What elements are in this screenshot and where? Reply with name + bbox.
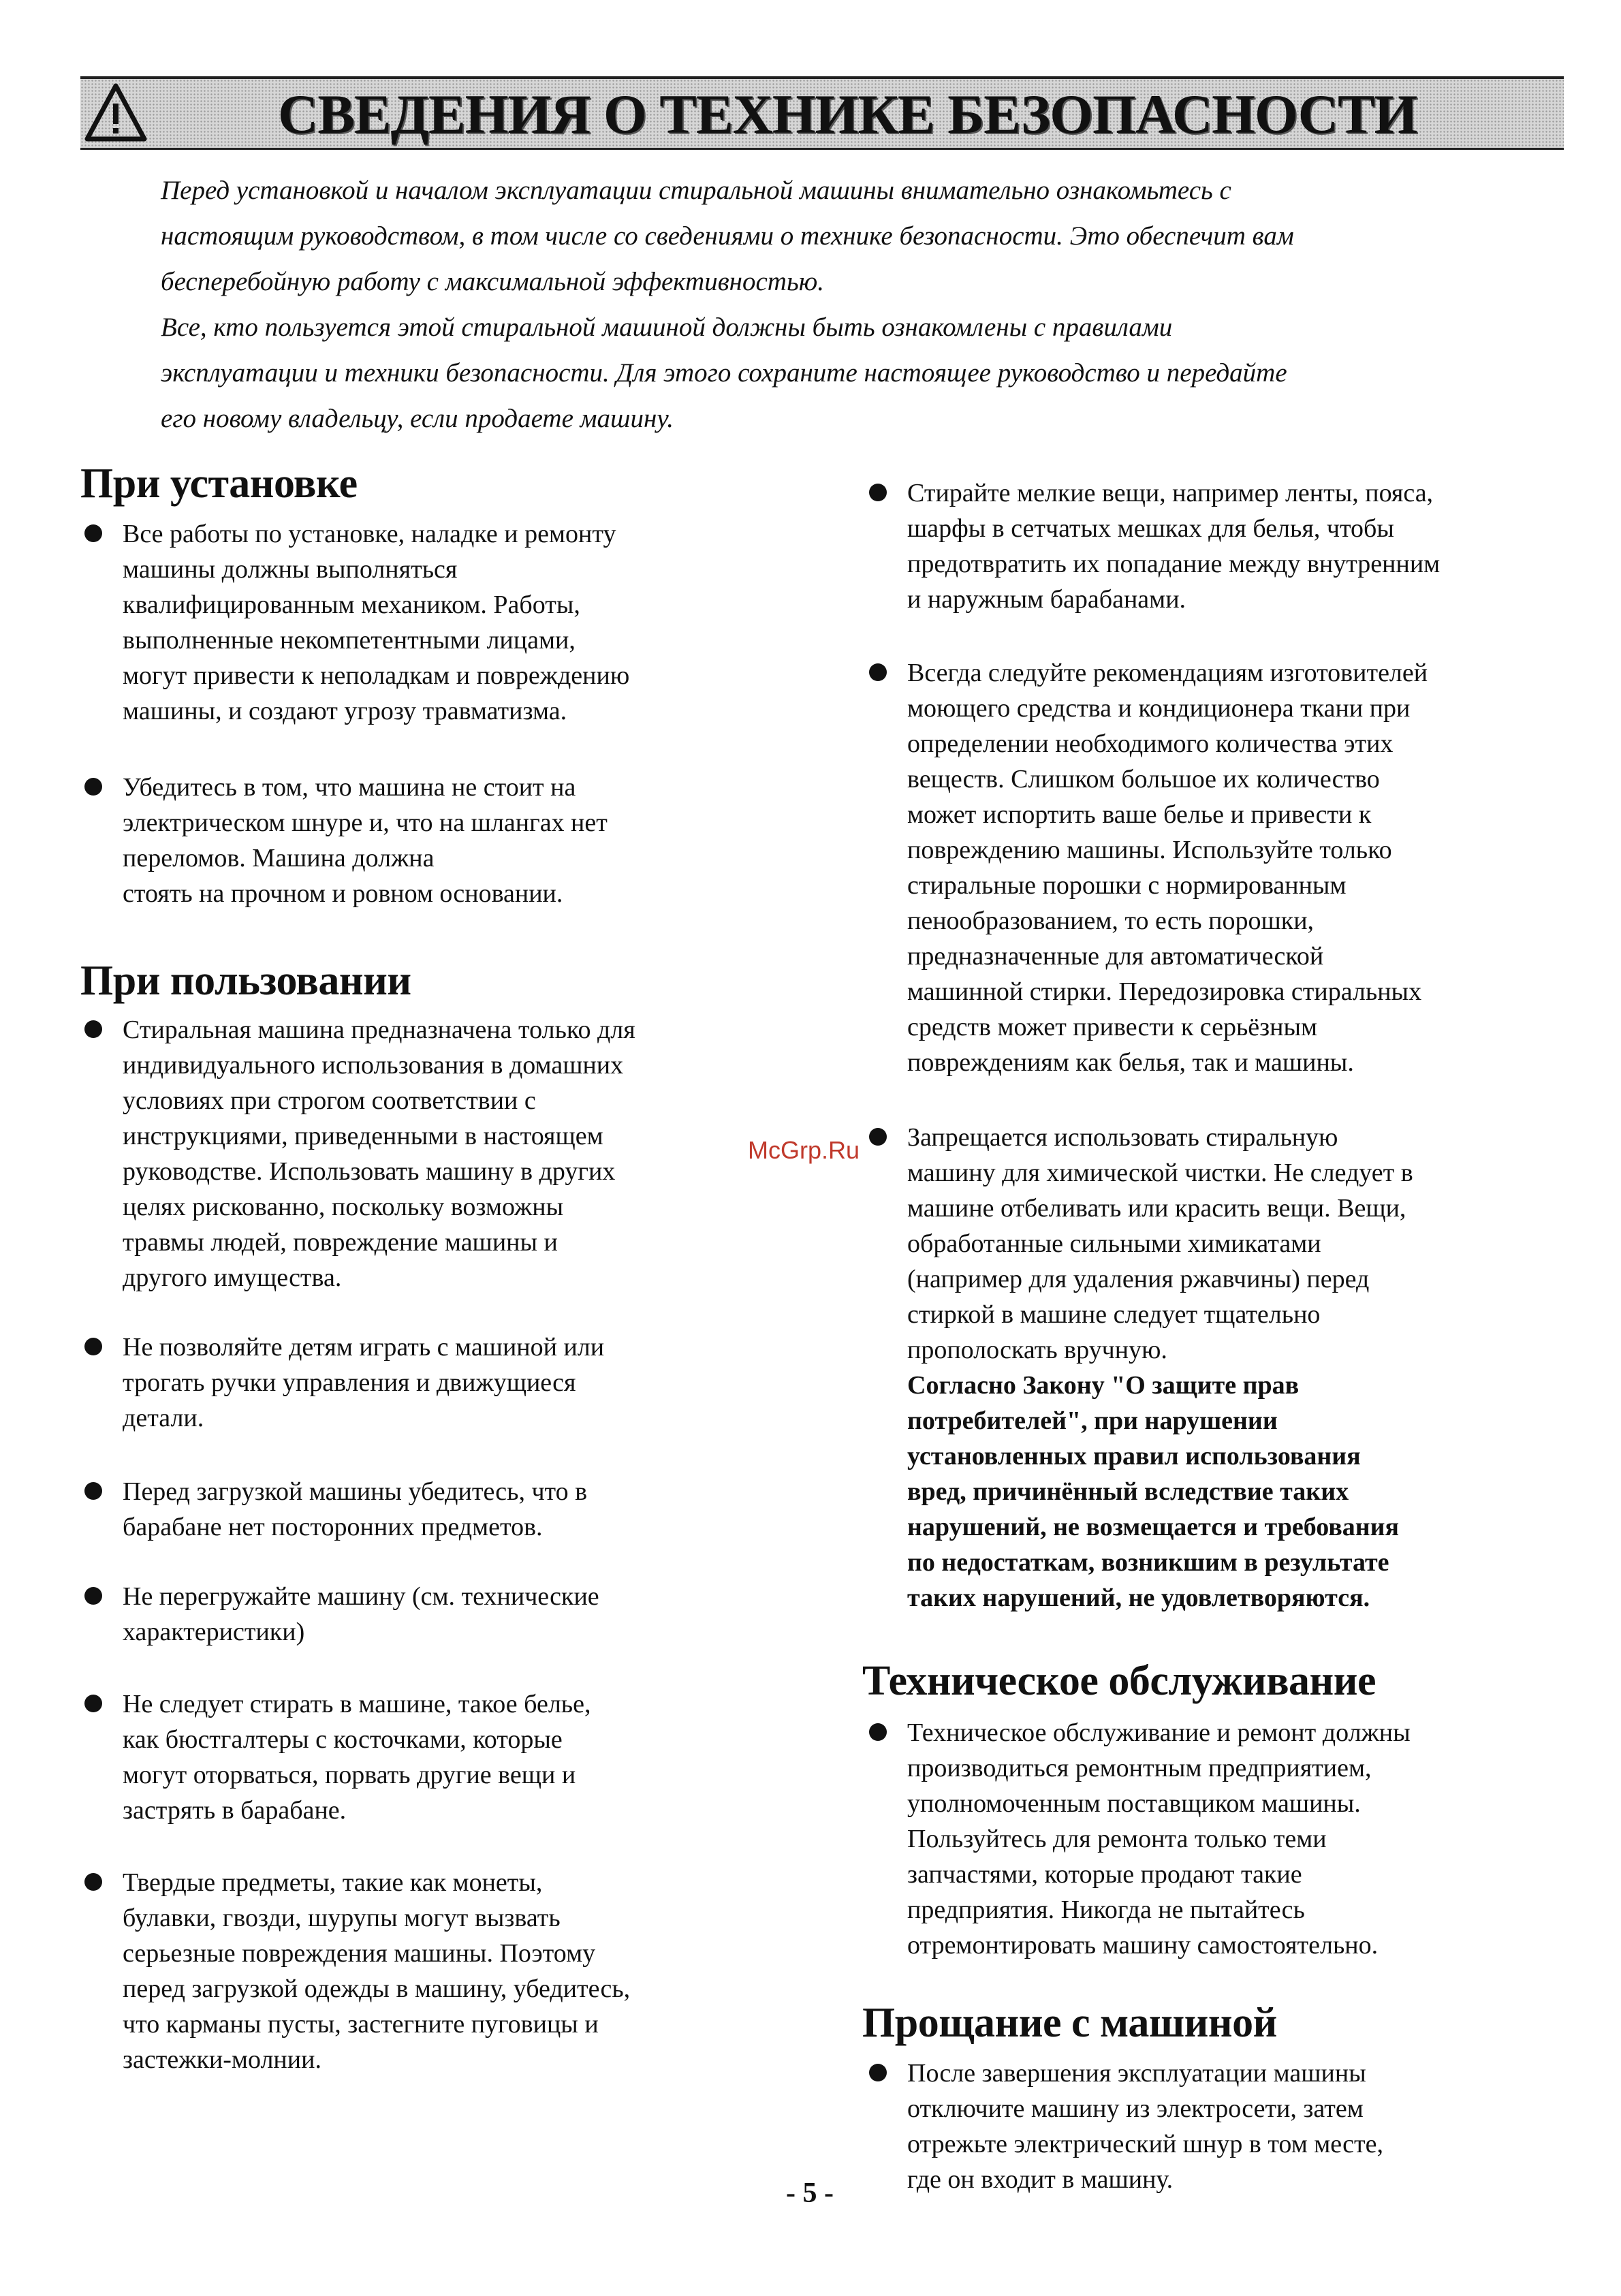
- item-line: руководстве. Использовать машину в других: [123, 1157, 616, 1186]
- item-line: уполномоченным поставщиком машины.: [907, 1789, 1361, 1818]
- list-item: [907, 655, 1428, 1080]
- note-line: вред, причинённый вследствие таких: [907, 1477, 1349, 1506]
- item-line: детали.: [123, 1404, 204, 1432]
- heading-maintenance: Техническое обслуживание: [862, 1658, 1376, 1704]
- item-line: застрять в барабане.: [123, 1796, 347, 1825]
- item-line: застежки-молнии.: [123, 2045, 321, 2074]
- list-item: [123, 1012, 635, 1295]
- item-line: стиркой в машине следует тщательно: [907, 1300, 1321, 1329]
- item-line: целях рискованно, поскольку возможны: [123, 1193, 564, 1221]
- item-line: машины должны выполняться: [123, 555, 458, 584]
- item-line: прополоскать вручную.: [907, 1336, 1167, 1364]
- intro-line: его новому владельцу, если продаете машину.: [161, 404, 674, 433]
- bullet-icon: [84, 524, 102, 542]
- list-item: [907, 2056, 1383, 2197]
- consumer-law-note: [907, 1368, 1399, 1616]
- item-line: перед загрузкой одежды в машину, убедитесь,: [123, 1975, 631, 2003]
- bullet-icon: [869, 663, 887, 681]
- item-line: запчастями, которые продают такие: [907, 1860, 1302, 1889]
- section-header-bar: [80, 76, 1564, 150]
- list-item: [123, 1686, 591, 1828]
- intro-paragraph-2: [161, 304, 1504, 441]
- note-line: нарушений, не возмещается и требования: [907, 1513, 1400, 1541]
- item-line: стоять на прочном и ровном основании.: [123, 879, 563, 908]
- intro-line: настоящим руководством, в том числе со сведениями о технике безопасности. Это обеспечит вам: [161, 221, 1294, 251]
- item-line: могут привести к неполадкам и повреждению: [123, 661, 630, 690]
- item-line: характеристики): [123, 1618, 305, 1646]
- note-line: таких нарушений, не удовлетворяются.: [907, 1584, 1370, 1612]
- item-line: моющего средства и кондиционера ткани при: [907, 694, 1411, 723]
- note-line: по недостаткам, возникшим в результате: [907, 1548, 1389, 1577]
- item-line: барабане нет посторонних предметов.: [123, 1513, 543, 1541]
- bullet-icon: [869, 1128, 887, 1146]
- item-line: Все работы по установке, наладке и ремонту: [123, 520, 616, 548]
- item-line: Пользуйтесь для ремонта только теми: [907, 1825, 1327, 1853]
- item-line: переломов. Машина должна: [123, 844, 435, 872]
- item-line: квалифицированным механиком. Работы,: [123, 591, 580, 619]
- bullet-icon: [84, 1020, 102, 1038]
- item-line: предприятия. Никогда не пытайтесь: [907, 1896, 1305, 1924]
- item-line: где он входит в машину.: [907, 2165, 1174, 2194]
- note-line: потребителей", при нарушении: [907, 1406, 1278, 1435]
- list-item: [123, 1330, 604, 1436]
- bullet-icon: [84, 1873, 102, 1891]
- item-line: повреждению машины. Используйте только: [907, 836, 1392, 864]
- bullet-icon: [84, 1587, 102, 1605]
- list-item: [907, 1120, 1413, 1368]
- heading-installation: При установке: [80, 460, 358, 507]
- item-line: машинной стирки. Передозировка стиральных: [907, 977, 1422, 1006]
- list-item: [123, 1865, 630, 2077]
- item-line: Перед загрузкой машины убедитесь, что в: [123, 1477, 588, 1506]
- item-line: серьезные повреждения машины. Поэтому: [123, 1939, 596, 1968]
- intro-line: бесперебойную работу с максимальной эффективностью.: [161, 267, 824, 296]
- item-line: Не позволяйте детям играть с машиной или: [123, 1333, 605, 1362]
- item-line: индивидуального использования в домашних: [123, 1051, 624, 1080]
- item-line: повреждениям как белья, так и машины.: [907, 1048, 1354, 1077]
- page-title: СВЕДЕНИЯ О ТЕХНИКЕ БЕЗОПАСНОСТИ: [278, 83, 1417, 145]
- item-line: (например для удаления ржавчины) перед: [907, 1265, 1370, 1293]
- item-line: условиях при строгом соответствии с: [123, 1086, 536, 1115]
- item-line: определении необходимого количества этих: [907, 729, 1394, 758]
- item-line: отремонтировать машину самостоятельно.: [907, 1931, 1379, 1960]
- item-line: Техническое обслуживание и ремонт должны: [907, 1718, 1411, 1747]
- bullet-icon: [869, 484, 887, 501]
- item-line: Стиральная машина предназначена только для: [123, 1016, 635, 1044]
- bullet-icon: [84, 1482, 102, 1500]
- item-line: Стирайте мелкие вещи, например ленты, пояса,: [907, 479, 1434, 507]
- bullet-icon: [84, 1695, 102, 1712]
- item-line: средств может привести к серьёзным: [907, 1013, 1318, 1041]
- item-line: предназначенные для автоматической: [907, 942, 1324, 971]
- item-line: шарфы в сетчатых мешках для белья, чтобы: [907, 514, 1394, 543]
- item-line: и наружным барабанами.: [907, 585, 1186, 614]
- page-number: - 5 -: [786, 2177, 834, 2209]
- item-line: стиральные порошки с нормированным: [907, 871, 1347, 900]
- item-line: машины, и создают угрозу травматизма.: [123, 697, 567, 725]
- item-line: другого имущества.: [123, 1263, 342, 1292]
- intro-text: [161, 168, 1504, 441]
- list-item: [123, 516, 629, 729]
- item-line: что карманы пусты, застегните пуговицы и: [123, 2010, 599, 2039]
- note-line: Согласно Закону "О защите прав: [907, 1371, 1300, 1400]
- item-line: инструкциями, приведенными в настоящем: [123, 1122, 603, 1150]
- intro-line: эксплуатации и техники безопасности. Для этого сохраните настоящее руководство и передайте: [161, 358, 1287, 388]
- item-line: травмы людей, повреждение машины и: [123, 1228, 558, 1257]
- item-line: машине отбеливать или красить вещи. Вещи,: [907, 1194, 1406, 1223]
- intro-line: Все, кто пользуется этой стиральной машиной должны быть ознакомлены с правилами: [161, 313, 1173, 342]
- item-line: Всегда следуйте рекомендациям изготовителей: [907, 659, 1428, 687]
- item-line: Не следует стирать в машине, такое белье,: [123, 1690, 591, 1718]
- item-line: производиться ремонтным предприятием,: [907, 1754, 1372, 1782]
- item-line: отключите машину из электросети, затем: [907, 2094, 1364, 2123]
- list-item: [123, 1474, 587, 1545]
- list-item: [907, 475, 1440, 617]
- list-item: [907, 1715, 1411, 1963]
- bullet-icon: [84, 778, 102, 796]
- item-line: отрежьте электрический шнур в том месте,: [907, 2130, 1383, 2158]
- item-line: Твердые предметы, такие как монеты,: [123, 1868, 543, 1897]
- item-line: могут оторваться, порвать другие вещи и: [123, 1761, 576, 1789]
- bullet-icon: [84, 1338, 102, 1355]
- watermark: McGrp.Ru: [748, 1136, 860, 1164]
- item-line: Убедитесь в том, что машина не стоит на: [123, 773, 576, 802]
- heading-usage: При пользовании: [80, 958, 411, 1004]
- item-line: машину для химической чистки. Не следует в: [907, 1159, 1413, 1187]
- item-line: веществ. Слишком большое их количество: [907, 765, 1380, 793]
- list-item: [123, 770, 608, 911]
- item-line: электрическом шнуре и, что на шлангах нет: [123, 808, 608, 837]
- item-line: После завершения эксплуатации машины: [907, 2059, 1366, 2088]
- item-line: Не перегружайте машину (см. технические: [123, 1582, 599, 1611]
- list-item: [123, 1579, 599, 1650]
- warning-triangle-icon: [83, 82, 148, 144]
- bullet-icon: [869, 1723, 887, 1741]
- item-line: предотвратить их попадание между внутренним: [907, 550, 1441, 578]
- item-line: трогать ручки управления и движущиеся: [123, 1368, 576, 1397]
- bullet-icon: [869, 2064, 887, 2081]
- item-line: булавки, гвозди, шурупы могут вызвать: [123, 1904, 561, 1932]
- item-line: обработанные сильными химикатами: [907, 1229, 1321, 1258]
- heading-disposal: Прощание с машиной: [862, 2000, 1277, 2046]
- item-line: пенообразованием, то есть порошки,: [907, 907, 1315, 935]
- item-line: как бюстгалтеры с косточками, которые: [123, 1725, 563, 1754]
- intro-line: Перед установкой и началом эксплуатации стиральной машины внимательно ознакомьтесь с: [161, 176, 1231, 205]
- note-line: установленных правил использования: [907, 1442, 1361, 1471]
- item-line: может испортить ваше белье и привести к: [907, 800, 1372, 829]
- intro-paragraph-1: [161, 168, 1504, 304]
- item-line: Запрещается использовать стиральную: [907, 1123, 1338, 1152]
- item-line: выполненные некомпетентными лицами,: [123, 626, 576, 655]
